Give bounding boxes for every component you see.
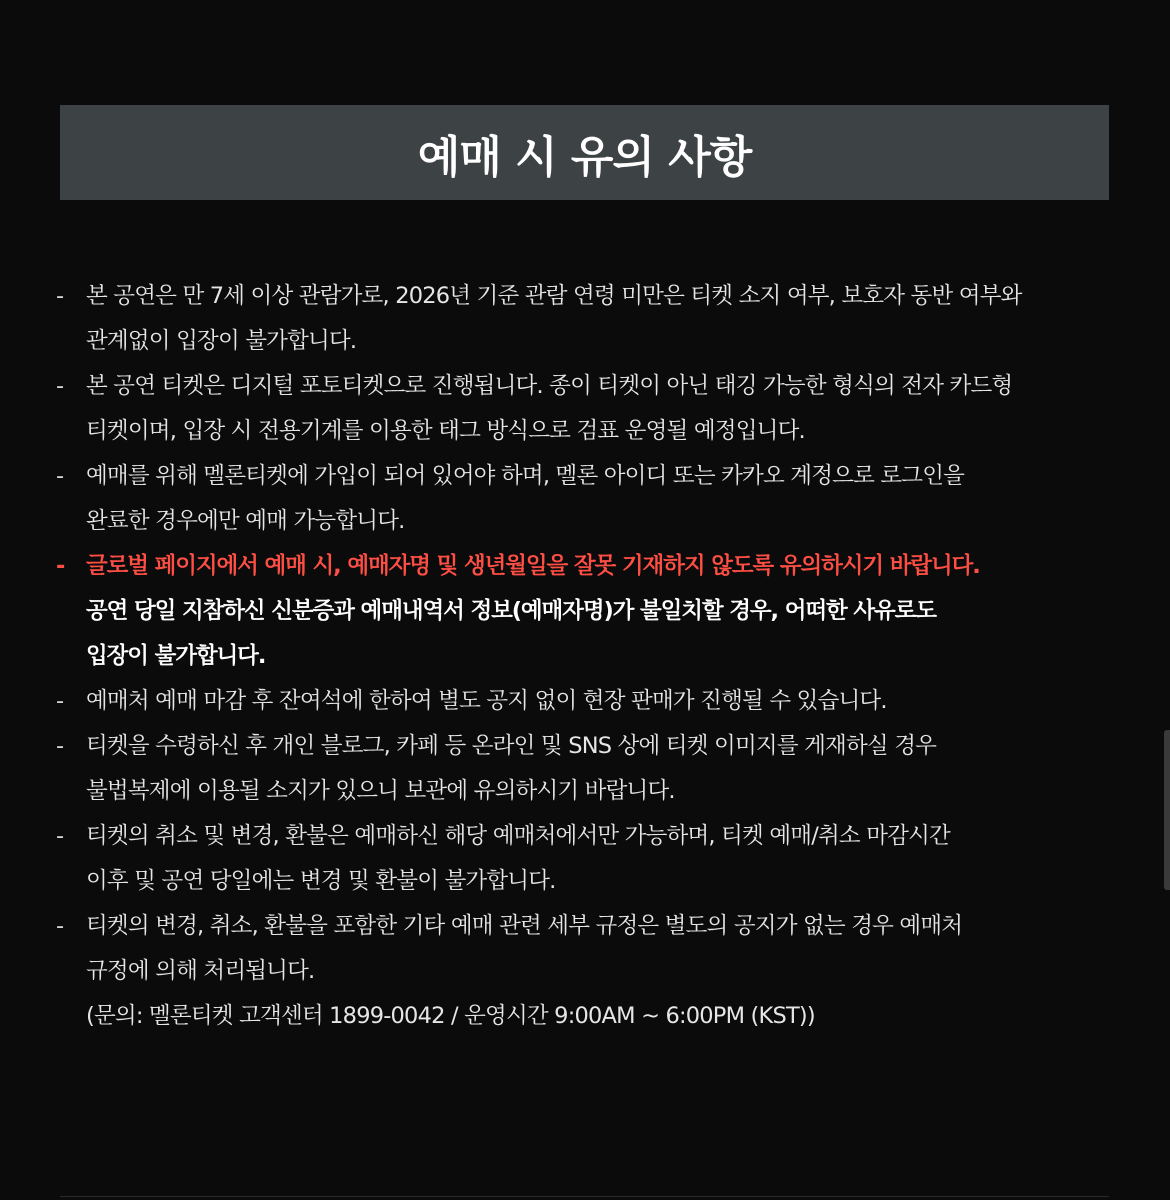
notice-ticket-image [56, 724, 1116, 814]
notice-line: 티켓을 수령하신 후 개인 블로그, 카페 등 온라인 및 SNS 상에 티켓 이미지를 게재하실 경우 [86, 733, 937, 759]
notice-line: 티켓의 취소 및 변경, 환불은 예매하신 해당 예매처에서만 가능하며, 티켓 예매/취소 마감시간 [86, 823, 950, 849]
bullet-dash: - [56, 283, 64, 309]
bullet-dash: - [56, 688, 64, 714]
page-title: 예매 시 유의 사항 [417, 131, 752, 183]
contact-info: (문의: 멜론티켓 고객센터 1899-0042 / 운영시간 9:00AM ~ 6:00PM (KST)) [86, 1003, 815, 1029]
warning-line: 글로벌 페이지에서 예매 시, 예매자명 및 생년월일을 잘못 기재하지 않도록 유의하시기 바랍니다. [86, 553, 980, 579]
bullet-dash: - [56, 823, 64, 849]
notice-line: 본 공연 티켓은 디지털 포토티켓으로 진행됩니다. 종이 티켓이 아닌 태깅 가능한 형식의 전자 카드형 [86, 373, 1013, 399]
bullet-dash: - [56, 463, 64, 489]
notice-list [56, 274, 1116, 1039]
notice-line: 이후 및 공연 당일에는 변경 및 환불이 불가합니다. [86, 868, 556, 894]
notice-cancel-refund [56, 814, 1116, 904]
notice-line: 완료한 경우에만 예매 가능합니다. [86, 508, 405, 534]
bullet-dash: - [56, 373, 64, 399]
notice-line: 예매를 위해 멜론티켓에 가입이 되어 있어야 하며, 멜론 아이디 또는 카카오 계정으로 로그인을 [86, 463, 965, 489]
scrollbar-thumb[interactable] [1164, 730, 1170, 890]
notice-line: 관계없이 입장이 불가합니다. [86, 328, 357, 354]
notice-line: 예매처 예매 마감 후 잔여석에 한하여 별도 공지 없이 현장 판매가 진행될 수 있습니다. [86, 688, 887, 714]
notice-line: 티켓의 변경, 취소, 환불을 포함한 기타 예매 관련 세부 규정은 별도의 공지가 없는 경우 예매처 [86, 913, 963, 939]
notice-onsite-sale [56, 679, 1116, 724]
warning-detail-line: 공연 당일 지참하신 신분증과 예매내역서 정보(예매자명)가 불일치할 경우, 어떠한 사유로도 [86, 598, 936, 624]
notice-other-rules [56, 904, 1116, 1039]
notice-identity-warning [56, 544, 1116, 679]
bullet-dash: - [56, 913, 64, 939]
notice-age-restriction [56, 274, 1116, 364]
notice-line: 불법복제에 이용될 소지가 있으니 보관에 유의하시기 바랍니다. [86, 778, 675, 804]
notice-line: 규정에 의해 처리됩니다. [86, 958, 315, 984]
bottom-divider [60, 1196, 1109, 1197]
bullet-dash: - [56, 733, 64, 759]
notice-login-required [56, 454, 1116, 544]
bullet-dash: - [56, 553, 65, 579]
notice-digital-ticket [56, 364, 1116, 454]
notice-line: 본 공연은 만 7세 이상 관람가로, 2026년 기준 관람 연령 미만은 티켓 소지 여부, 보호자 동반 여부와 [86, 283, 1022, 309]
title-banner [60, 105, 1109, 200]
notice-line: 티켓이며, 입장 시 전용기계를 이용한 태그 방식으로 검표 운영될 예정입니다. [86, 418, 805, 444]
warning-detail-line: 입장이 불가합니다. [86, 643, 266, 669]
